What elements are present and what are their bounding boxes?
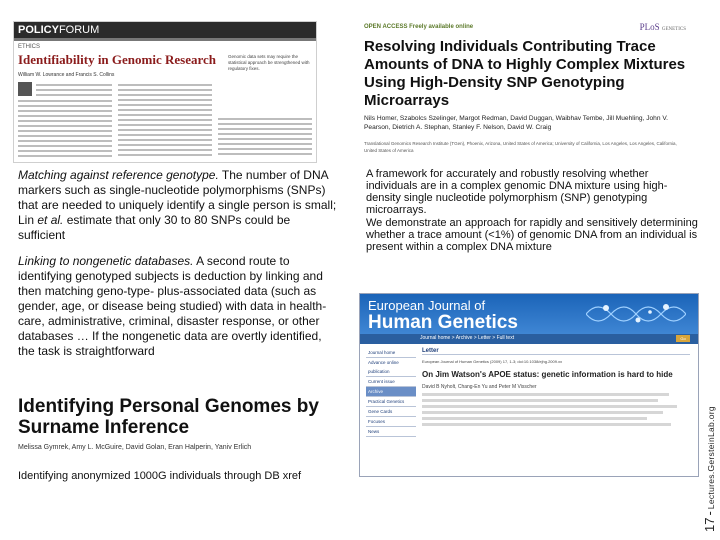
lab-name: Lectures.GersteinLab.org <box>706 406 716 510</box>
surname-authors: Melissa Gymrek, Amy L. McGuire, David Golan, Eran Halperin, Yaniv Erlich <box>18 444 252 451</box>
policy-forum-rule <box>14 38 316 41</box>
sidebar-item-practical-genetics[interactable]: Practical Genetics <box>366 397 416 407</box>
surname-title-line1: Identifying Personal Genomes by <box>18 396 319 417</box>
plos-genetics-clip <box>360 18 690 158</box>
ejhg-affiliation-lines <box>422 393 690 426</box>
plos-authors: Nils Homer, Szabolcs Szelinger, Margot Redman, David Duggan, Waibhav Tembe, Jill Muehling, John V. Pearson, Dietrich A. Stephan, Stanley F. Nelson, David W. Craig <box>364 115 668 131</box>
ejhg-journal-line2: Human Genetics <box>368 312 518 333</box>
page-number: 17 <box>702 517 717 532</box>
text-framework: A framework for accurately and robustly resolving whether individuals are in a complex genomic DNA mixture using high-density single nucleotide polymorphism (SNP) genotyping microarrays. <box>366 168 668 216</box>
matching-italic: Matching against reference genotype. <box>18 168 219 182</box>
ejhg-nav-bar <box>360 334 698 344</box>
dna-artwork-icon <box>586 298 686 330</box>
sidebar-item-focuses[interactable]: Focuses <box>366 417 416 427</box>
sidebar-item-gene-cards[interactable]: Gene Cards <box>366 407 416 417</box>
ejhg-citation: European Journal of Human Genetics (2009) 17, 1-3; doi:10.1038/ejhg.2009.xx <box>422 359 563 364</box>
sidebar-item-news[interactable]: News <box>366 427 416 437</box>
sidebar-item-aop[interactable]: Advance online publication <box>366 358 416 377</box>
plos-logo <box>640 22 686 32</box>
ejhg-section-label: Letter <box>422 348 690 355</box>
nongenetic-text: A second route to identifying genotyped subjects is deduction by linking and then matching geno-type- plus-associated data (such as gender, age, or disease being studied) with data in health-care, administrative, criminal, disaster response, or other databases … If the nongenetic data are overtly identified, the task is straightforward <box>18 254 327 358</box>
ejhg-breadcrumb[interactable]: Journal home > Archive > Letter > Full text <box>420 335 515 341</box>
ejhg-journal-line1: European Journal of <box>368 298 486 313</box>
ejhg-go-button[interactable]: Go <box>676 335 690 342</box>
open-access-label: OPEN ACCESS Freely available online <box>364 24 474 30</box>
slide-footer: 17-Lectures.GersteinLab.org <box>702 406 717 532</box>
surname-inference-clip <box>18 396 320 458</box>
text-nongenetic-databases <box>18 254 330 359</box>
surname-title-line2: Surname Inference <box>18 417 190 438</box>
policy-forum-authors: William W. Lowrance and Francis S. Collins <box>18 72 115 78</box>
plos-brand-sub: GENETICS <box>661 27 686 32</box>
ejhg-article-authors: David B Nyholt, Chang-En Yu and Peter M Visscher <box>422 384 537 390</box>
matching-text-2: estimate that only 30 to 80 SNPs could be sufficient <box>18 213 291 242</box>
policy-forum-header <box>14 22 316 38</box>
nongenetic-italic: Linking to nongenetic databases. <box>18 254 194 268</box>
ejhg-sidebar <box>366 348 416 437</box>
ejhg-article-title: On Jim Watson's APOE status: genetic information is hard to hide <box>422 370 673 379</box>
policy-forum-header-bold: POLICY <box>18 24 59 36</box>
surname-title <box>18 396 319 438</box>
policy-forum-summary: Genomic data sets may require the statistical approach be strengthened with regulatory fixes. <box>228 54 310 71</box>
policy-forum-text-columns <box>18 82 314 160</box>
policy-forum-title: Identifiability in Genomic Research <box>18 52 217 67</box>
matching-text-1: The number of DNA markers such as single-nucleotide polymorphisms (SNPs) that are needed to uniquely identify a single person is small; Lin <box>18 168 337 227</box>
text-approach: We demonstrate an approach for rapidly and sensitively determining whether a trace amount (<1%) of genomic DNA from an individual is present within a complex DNA mixture <box>366 217 698 253</box>
plos-brand: PLoS <box>639 22 660 32</box>
policy-forum-header-light: FORUM <box>58 24 100 36</box>
policy-forum-clip <box>14 22 316 162</box>
text-matching-reference <box>18 168 338 243</box>
ejhg-clip <box>360 294 698 476</box>
matching-et-al: et al. <box>37 213 64 227</box>
plos-affiliations: Translational Genomics Research Institute (TGen), Phoenix, Arizona, United States of America; University of California, Los Angeles, Los Angeles, California, United States of America <box>364 141 677 153</box>
sidebar-item-archive[interactable]: Archive <box>366 387 416 397</box>
ejhg-header <box>360 294 698 334</box>
caption-1000g: Identifying anonymized 1000G individuals through DB xref <box>18 470 302 482</box>
policy-forum-section: ETHICS <box>18 44 41 50</box>
sidebar-item-current-issue[interactable]: Current issue <box>366 377 416 387</box>
ejhg-article <box>422 348 690 426</box>
sidebar-item-journal-home[interactable]: Journal home <box>366 348 416 358</box>
plos-title: Resolving Individuals Contributing Trace Amounts of DNA to Highly Complex Mixtures Using High-Density SNP Genotyping Microarrays <box>364 38 686 109</box>
